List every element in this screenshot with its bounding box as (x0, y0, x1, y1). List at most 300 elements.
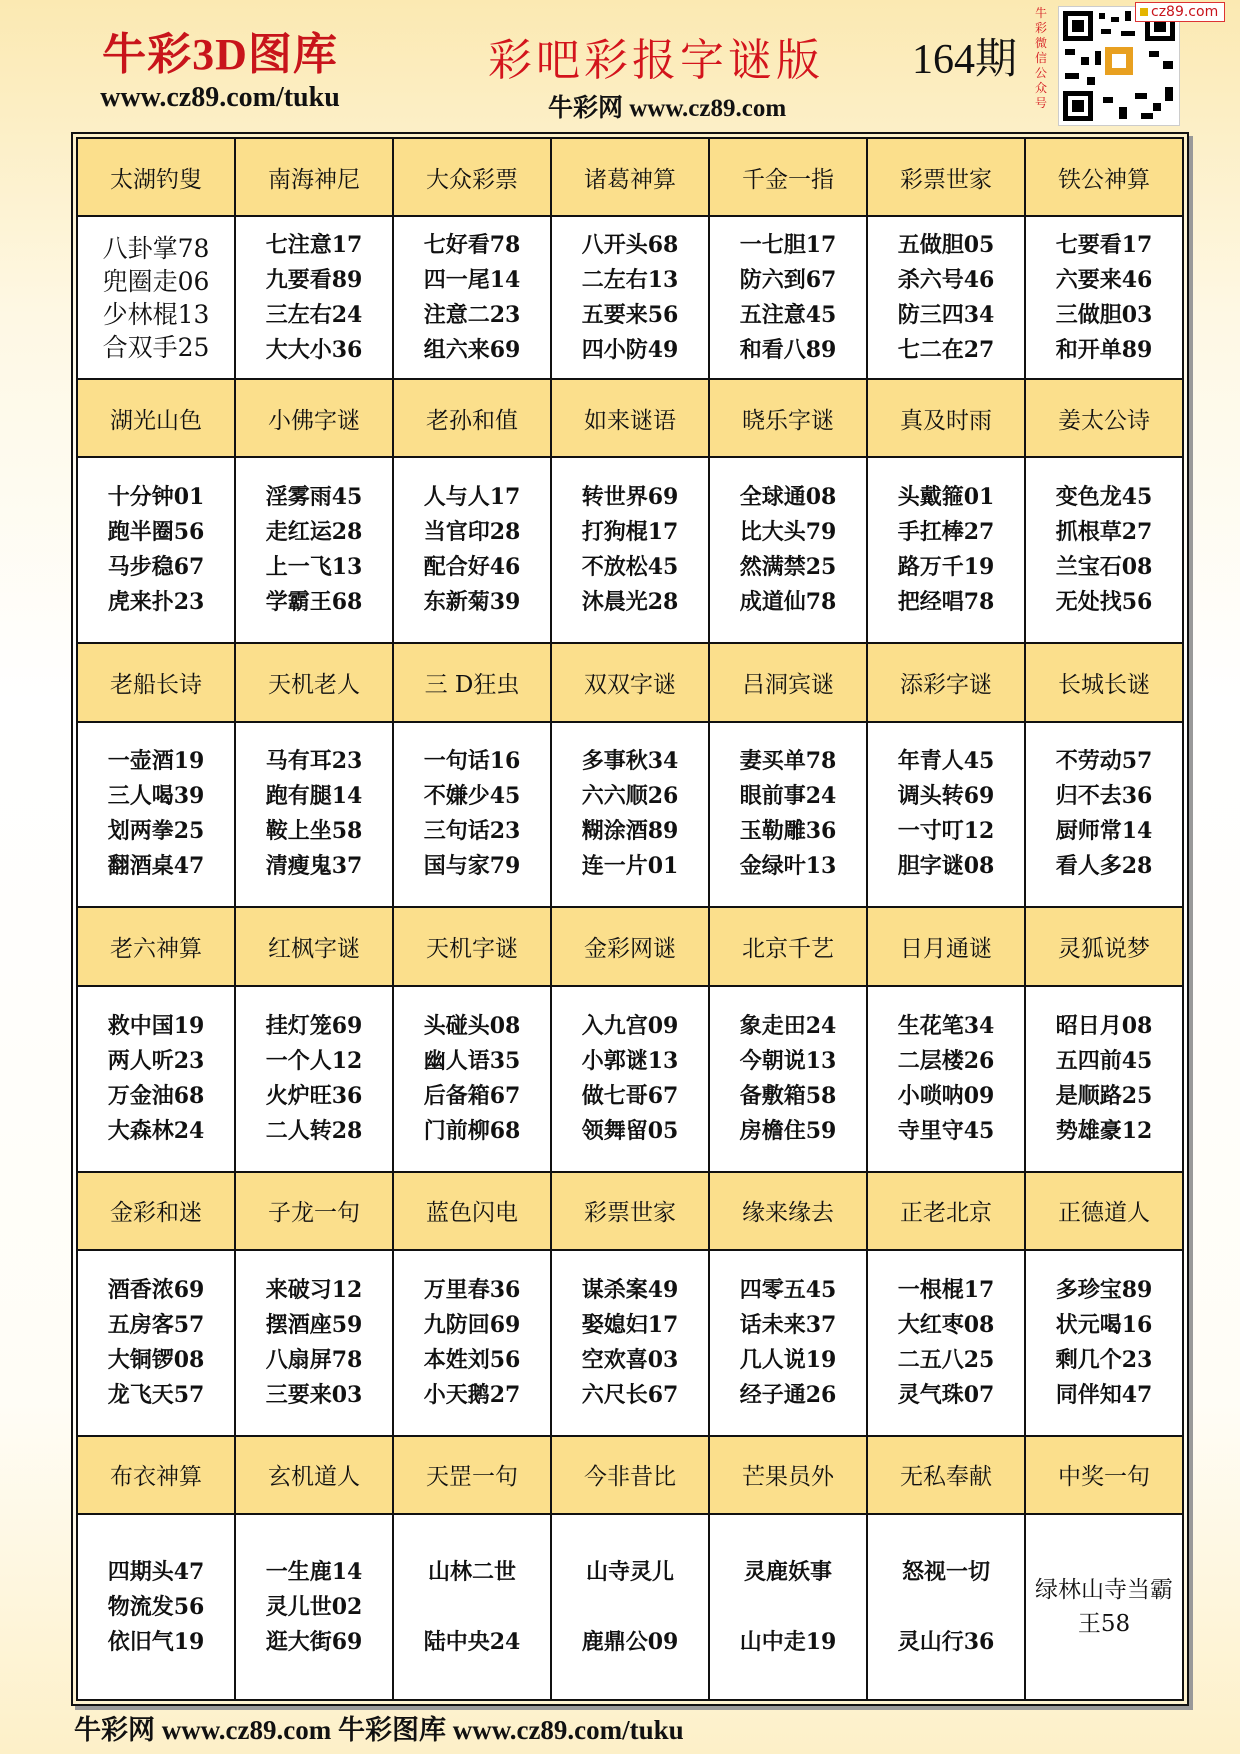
riddle-line: 三人喝39 (107, 783, 205, 810)
riddle-line: 三左右24 (265, 301, 363, 328)
header-row (77, 643, 1183, 721)
riddle-line: 大大小36 (265, 336, 363, 363)
riddle-line: 归不去36 (1055, 783, 1153, 810)
riddle-cell (77, 457, 235, 643)
riddle-lines (1026, 1276, 1182, 1410)
header-row (77, 907, 1183, 985)
riddle-cell (1025, 1250, 1183, 1436)
riddle-lines (1026, 483, 1182, 617)
riddle-line: 调头转69 (897, 783, 995, 810)
riddle-line: 转世界69 (581, 484, 679, 511)
riddle-cell (551, 722, 709, 908)
riddle-lines (552, 1012, 708, 1146)
column-header: 灵狐说梦 (1025, 907, 1183, 985)
column-header: 如来谜语 (551, 379, 709, 457)
column-header: 真及时雨 (867, 379, 1025, 457)
riddle-line: 三要来03 (265, 1381, 363, 1408)
qr-code-icon[interactable] (1058, 6, 1180, 126)
column-header: 晓乐字谜 (709, 379, 867, 457)
riddle-cell (551, 986, 709, 1172)
riddle-line: 七注意17 (265, 231, 363, 258)
riddle-line: 灵气珠07 (897, 1381, 995, 1408)
riddle-line: 入九宫09 (581, 1012, 679, 1039)
riddle-line: 连一片01 (581, 853, 679, 880)
riddle-cell (235, 1250, 393, 1436)
riddle-line: 大森林24 (107, 1117, 205, 1144)
column-header: 诸葛神算 (551, 138, 709, 216)
riddle-lines (868, 1558, 1024, 1657)
riddle-line: 山寺灵儿 (585, 1558, 674, 1585)
riddle-lines (868, 1012, 1024, 1146)
riddle-line: 依旧气19 (107, 1628, 205, 1655)
column-header: 双双字谜 (551, 643, 709, 721)
riddle-cell (235, 457, 393, 643)
riddle-line: 头戴箍01 (897, 484, 995, 511)
column-header: 大众彩票 (393, 138, 551, 216)
column-header: 芒果员外 (709, 1436, 867, 1514)
riddle-cell (551, 216, 709, 379)
riddle-lines (1026, 1573, 1182, 1641)
riddle-line: 娶媳妇17 (581, 1311, 679, 1338)
riddle-line: 玉勒雕36 (739, 818, 837, 845)
column-header: 蓝色闪电 (393, 1172, 551, 1250)
riddle-cell (709, 986, 867, 1172)
riddle-cell (393, 986, 551, 1172)
riddle-cell (867, 722, 1025, 908)
riddle-line: 一七胆17 (739, 231, 837, 258)
riddle-lines (236, 231, 392, 365)
riddle-lines (552, 1276, 708, 1410)
brand-title: 牛彩3D图库 (102, 30, 338, 79)
header-row (77, 1172, 1183, 1250)
riddle-line: 学霸王68 (265, 589, 363, 616)
column-header: 长城长谜 (1025, 643, 1183, 721)
riddle-line: 势雄豪12 (1055, 1117, 1153, 1144)
riddle-line: 八卦掌78 (102, 233, 210, 263)
body-row (77, 722, 1183, 908)
riddle-cell (867, 986, 1025, 1172)
riddle-line: 手扛棒27 (897, 519, 995, 546)
wechat-char: 号 (1034, 96, 1047, 110)
riddle-cell (235, 722, 393, 908)
column-header: 正德道人 (1025, 1172, 1183, 1250)
riddle-line: 不嫌少45 (423, 783, 521, 810)
column-header: 天机字谜 (393, 907, 551, 985)
riddle-line: 少林棍13 (102, 299, 210, 329)
riddle-line: 淫雾雨45 (265, 484, 363, 511)
riddle-lines (1026, 231, 1182, 365)
riddle-line: 陆中央24 (423, 1628, 521, 1655)
wechat-char: 微 (1034, 36, 1047, 50)
riddle-line: 防三四34 (897, 301, 995, 328)
riddle-line: 空欢喜03 (581, 1346, 679, 1373)
column-header: 红枫字谜 (235, 907, 393, 985)
riddle-lines (394, 1558, 550, 1657)
riddle-line: 组六来69 (423, 336, 521, 363)
body-row (77, 986, 1183, 1172)
riddle-line: 成道仙78 (739, 589, 837, 616)
riddle-cell (77, 1514, 235, 1700)
riddle-cell (77, 722, 235, 908)
riddle-line: 七要看17 (1055, 231, 1153, 258)
column-header: 金彩和迷 (77, 1172, 235, 1250)
riddle-line: 话未来37 (739, 1311, 837, 1338)
riddle-cell (393, 722, 551, 908)
column-header: 玄机道人 (235, 1436, 393, 1514)
riddle-line: 四一尾14 (423, 266, 521, 293)
column-header: 天罡一句 (393, 1436, 551, 1514)
riddle-lines (1026, 1012, 1182, 1146)
riddle-line: 六要来46 (1055, 266, 1153, 293)
site-tag-label: cz89.com (1151, 4, 1219, 20)
column-header: 老孙和值 (393, 379, 551, 457)
riddle-cell (867, 1514, 1025, 1700)
riddle-line: 七好看78 (423, 231, 521, 258)
column-header: 北京千艺 (709, 907, 867, 985)
riddle-line: 不放松45 (581, 554, 679, 581)
riddle-line: 一壶酒19 (107, 748, 205, 775)
column-header: 彩票世家 (867, 138, 1025, 216)
riddle-line: 救中国19 (107, 1012, 205, 1039)
riddle-line: 寺里守45 (897, 1117, 995, 1144)
riddle-lines (236, 1276, 392, 1410)
riddle-line: 把经唱78 (897, 589, 995, 616)
riddle-cell (393, 1250, 551, 1436)
column-header: 中奖一句 (1025, 1436, 1183, 1514)
riddle-line: 万里春36 (423, 1276, 521, 1303)
riddle-cell (867, 457, 1025, 643)
riddle-line: 龙飞天57 (107, 1381, 205, 1408)
riddle-line: 多事秋34 (581, 748, 679, 775)
riddle-line: 一根棍17 (897, 1276, 995, 1303)
wechat-char: 牛 (1034, 6, 1047, 20)
riddle-line: 年青人45 (897, 748, 995, 775)
riddle-line: 杀六号46 (897, 266, 995, 293)
wechat-char: 彩 (1034, 21, 1047, 35)
header-row (77, 138, 1183, 216)
riddle-lines (394, 1012, 550, 1146)
riddle-line: 胆字谜08 (897, 853, 995, 880)
riddle-line: 状元喝16 (1055, 1311, 1153, 1338)
edition-title: 彩吧彩报字谜版 (488, 35, 824, 86)
riddle-lines (236, 747, 392, 881)
riddle-line: 配合好46 (423, 554, 521, 581)
column-header: 三 D狂虫 (393, 643, 551, 721)
riddle-line: 酒香浓69 (107, 1276, 205, 1303)
column-header: 千金一指 (709, 138, 867, 216)
riddle-line: 六六顺26 (581, 783, 679, 810)
riddle-line: 摆酒座59 (265, 1311, 363, 1338)
riddle-line: 五要来56 (581, 301, 679, 328)
riddle-lines (552, 231, 708, 365)
riddle-line: 二五八25 (897, 1346, 995, 1373)
riddle-line: 山林二世 (427, 1558, 516, 1585)
riddle-cell (393, 1514, 551, 1700)
issue-number: 164期 (912, 37, 1018, 83)
riddle-line: 一句话16 (423, 748, 521, 775)
riddle-lines (868, 747, 1024, 881)
riddle-cell (235, 216, 393, 379)
column-header: 湖光山色 (77, 379, 235, 457)
column-header: 小佛字谜 (235, 379, 393, 457)
riddle-cell (235, 986, 393, 1172)
riddle-line: 三句话23 (423, 818, 521, 845)
riddle-line: 十分钟01 (107, 484, 205, 511)
riddle-line: 马步稳67 (107, 554, 205, 581)
riddle-line: 虎来扑23 (107, 589, 205, 616)
riddle-lines (868, 483, 1024, 617)
riddle-line: 抓根草27 (1055, 519, 1153, 546)
riddle-line: 生花笔34 (897, 1012, 995, 1039)
riddle-grid (71, 132, 1189, 1706)
column-header: 布衣神算 (77, 1436, 235, 1514)
riddle-lines (78, 747, 234, 881)
riddle-line: 划两拳25 (107, 818, 205, 845)
riddle-cell (551, 1250, 709, 1436)
riddle-cell (867, 1250, 1025, 1436)
riddle-line: 五做胆05 (897, 231, 995, 258)
riddle-lines (868, 231, 1024, 365)
riddle-line: 六尺长67 (581, 1381, 679, 1408)
riddle-line: 九要看89 (265, 266, 363, 293)
riddle-line: 万金油68 (107, 1082, 205, 1109)
riddle-cell (1025, 216, 1183, 379)
wechat-char: 众 (1034, 81, 1047, 95)
riddle-line: 房檐住59 (739, 1117, 837, 1144)
riddle-line: 二左右13 (581, 266, 679, 293)
riddle-line: 幽人语35 (423, 1047, 521, 1074)
riddle-line: 本姓刘56 (423, 1346, 521, 1373)
riddle-lines (552, 747, 708, 881)
riddle-line: 鹿鼎公09 (581, 1628, 679, 1655)
riddle-cell (77, 216, 235, 379)
footer-links[interactable]: 牛彩网 www.cz89.com 牛彩图库 www.cz89.com/tuku (74, 1715, 684, 1745)
riddle-line: 九防回69 (423, 1311, 521, 1338)
riddle-line: 八开头68 (581, 231, 679, 258)
riddle-line: 变色龙45 (1055, 484, 1153, 511)
riddle-line: 糊涂酒89 (581, 818, 679, 845)
riddle-line: 马有耳23 (265, 748, 363, 775)
column-header: 日月通谜 (867, 907, 1025, 985)
column-header: 金彩网谜 (551, 907, 709, 985)
riddle-line: 沐晨光28 (581, 589, 679, 616)
riddle-line: 兰宝石08 (1055, 554, 1153, 581)
riddle-line: 防六到67 (739, 266, 837, 293)
column-header: 无私奉献 (867, 1436, 1025, 1514)
column-header: 姜太公诗 (1025, 379, 1183, 457)
riddle-cell (1025, 457, 1183, 643)
riddle-lines (710, 1558, 866, 1657)
riddle-line: 灵山行36 (897, 1628, 995, 1655)
riddle-line: 二人转28 (265, 1117, 363, 1144)
riddle-line: 来破习12 (265, 1276, 363, 1303)
riddle-line (784, 1593, 792, 1622)
riddle-cell (1025, 722, 1183, 908)
riddle-line: 打狗棍17 (581, 519, 679, 546)
riddle-line: 翻酒桌47 (107, 853, 205, 880)
riddle-line: 逛大街69 (265, 1628, 363, 1655)
column-header: 南海神尼 (235, 138, 393, 216)
riddle-cell (77, 986, 235, 1172)
riddle-line: 不劳动57 (1055, 748, 1153, 775)
riddle-lines (552, 1558, 708, 1657)
riddle-line: 兜圈走06 (102, 266, 210, 296)
riddle-lines (710, 1012, 866, 1146)
riddle-line: 四期头47 (107, 1558, 205, 1585)
riddle-line: 无处找56 (1055, 589, 1153, 616)
riddle-table (76, 137, 1184, 1701)
riddle-line: 挂灯笼69 (265, 1012, 363, 1039)
column-header: 缘来缘去 (709, 1172, 867, 1250)
riddle-line: 灵儿世02 (265, 1593, 363, 1620)
brand-url[interactable]: www.cz89.com/tuku (100, 82, 340, 113)
riddle-line: 七二在27 (897, 336, 995, 363)
riddle-line: 山中走19 (739, 1628, 837, 1655)
riddle-line: 比大头79 (739, 519, 837, 546)
riddle-line: 后备箱67 (423, 1082, 521, 1109)
riddle-line: 一寸叮12 (897, 818, 995, 845)
riddle-line: 小郭谜13 (581, 1047, 679, 1074)
riddle-lines (394, 231, 550, 365)
riddle-line: 跑半圈56 (107, 519, 205, 546)
riddle-cell (709, 216, 867, 379)
riddle-line: 鞍上坐58 (265, 818, 363, 845)
riddle-line: 谋杀案49 (581, 1276, 679, 1303)
riddle-lines (236, 1558, 392, 1657)
site-tag[interactable] (1135, 2, 1225, 22)
riddle-lines (394, 483, 550, 617)
riddle-line: 五四前45 (1055, 1047, 1153, 1074)
riddle-line: 四零五45 (739, 1276, 837, 1303)
riddle-cell (1025, 986, 1183, 1172)
body-row (77, 457, 1183, 643)
riddle-line: 同伴知47 (1055, 1381, 1153, 1408)
riddle-lines (236, 483, 392, 617)
wechat-char: 公 (1034, 66, 1047, 80)
lock-icon (1140, 8, 1148, 16)
column-header: 彩票世家 (551, 1172, 709, 1250)
riddle-line: 剩几个23 (1055, 1346, 1153, 1373)
column-header: 天机老人 (235, 643, 393, 721)
riddle-line: 火炉旺36 (265, 1082, 363, 1109)
riddle-line: 上一飞13 (265, 554, 363, 581)
column-header: 吕洞宾谜 (709, 643, 867, 721)
riddle-line: 大铜锣08 (107, 1346, 205, 1373)
riddle-line: 全球通08 (739, 484, 837, 511)
header-row (77, 379, 1183, 457)
riddle-line: 大红枣08 (897, 1311, 995, 1338)
riddle-cell (393, 457, 551, 643)
body-row (77, 1514, 1183, 1700)
column-header: 正老北京 (867, 1172, 1025, 1250)
riddle-line: 当官印28 (423, 519, 521, 546)
riddle-line: 金绿叶13 (739, 853, 837, 880)
riddle-line: 是顺路25 (1055, 1082, 1153, 1109)
riddle-line: 和开单89 (1055, 336, 1153, 363)
riddle-lines (78, 232, 234, 364)
riddle-line: 做七哥67 (581, 1082, 679, 1109)
riddle-cell (709, 1250, 867, 1436)
riddle-lines (78, 483, 234, 617)
riddle-line: 走红运28 (265, 519, 363, 546)
riddle-lines (710, 483, 866, 617)
riddle-lines (552, 483, 708, 617)
riddle-cell (551, 1514, 709, 1700)
riddle-lines (1026, 747, 1182, 881)
header-row (77, 1436, 1183, 1514)
column-header: 添彩字谜 (867, 643, 1025, 721)
column-header: 铁公神算 (1025, 138, 1183, 216)
riddle-lines (710, 1276, 866, 1410)
riddle-line: 今朝说13 (739, 1047, 837, 1074)
riddle-line: 几人说19 (739, 1346, 837, 1373)
riddle-lines (78, 1012, 234, 1146)
riddle-line: 绿林山寺当霸王58 (1035, 1577, 1173, 1638)
riddle-line: 和看八89 (739, 336, 837, 363)
riddle-line: 多珍宝89 (1055, 1276, 1153, 1303)
riddle-line: 东新菊39 (423, 589, 521, 616)
riddle-line: 怒视一切 (901, 1558, 990, 1585)
riddle-line: 合双手25 (102, 332, 210, 362)
riddle-line: 头碰头08 (423, 1012, 521, 1039)
riddle-cell (709, 722, 867, 908)
riddle-line: 两人听23 (107, 1047, 205, 1074)
riddle-line: 昭日月08 (1055, 1012, 1153, 1039)
riddle-line: 灵鹿妖事 (743, 1558, 832, 1585)
wechat-char: 信 (1034, 51, 1047, 65)
riddle-cell (709, 457, 867, 643)
column-header: 太湖钓叟 (77, 138, 235, 216)
riddle-lines (78, 1558, 234, 1657)
riddle-line: 四小防49 (581, 336, 679, 363)
riddle-line: 五注意45 (739, 301, 837, 328)
riddle-line: 八扇屏78 (265, 1346, 363, 1373)
riddle-line: 厨师常14 (1055, 818, 1153, 845)
riddle-line: 注意二23 (423, 301, 521, 328)
riddle-cell (235, 1514, 393, 1700)
riddle-line: 经子通26 (739, 1381, 837, 1408)
riddle-cell (393, 216, 551, 379)
site-url[interactable]: 牛彩网 www.cz89.com (548, 95, 787, 122)
riddle-line: 三做胆03 (1055, 301, 1153, 328)
riddle-line: 一个人12 (265, 1047, 363, 1074)
riddle-lines (394, 1276, 550, 1410)
wechat-label (1030, 6, 1052, 111)
riddle-line (626, 1593, 634, 1622)
body-row (77, 1250, 1183, 1436)
riddle-line (942, 1593, 950, 1622)
column-header: 子龙一句 (235, 1172, 393, 1250)
riddle-line: 人与人17 (423, 484, 521, 511)
riddle-line: 然满禁25 (739, 554, 837, 581)
riddle-line: 小唢呐09 (897, 1082, 995, 1109)
riddle-line: 门前柳68 (423, 1117, 521, 1144)
riddle-line: 五房客57 (107, 1311, 205, 1338)
body-row (77, 216, 1183, 379)
riddle-line: 小天鹅27 (423, 1381, 521, 1408)
riddle-lines (236, 1012, 392, 1146)
riddle-cell (709, 1514, 867, 1700)
riddle-lines (394, 747, 550, 881)
riddle-line: 妻买单78 (739, 748, 837, 775)
riddle-cell (77, 1250, 235, 1436)
riddle-cell (551, 457, 709, 643)
riddle-line (468, 1593, 476, 1622)
riddle-cell (1025, 1514, 1183, 1700)
riddle-cell (867, 216, 1025, 379)
riddle-lines (78, 1276, 234, 1410)
riddle-line: 一生鹿14 (265, 1558, 363, 1585)
